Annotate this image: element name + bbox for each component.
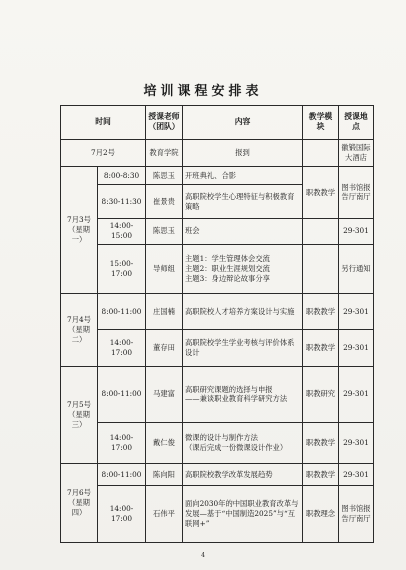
header-place: 授课地点	[339, 106, 374, 140]
header-module: 教学模块	[303, 106, 339, 140]
cell-content: 高职院校教学改革发展趋势	[183, 463, 303, 486]
cell-module	[303, 244, 339, 294]
cell-place: 图书馆报告厅南厅	[339, 167, 374, 219]
cell-module: 职教教学	[303, 330, 339, 366]
cell-time: 14:00-15:00	[98, 218, 146, 244]
day-date: 7月3号	[67, 215, 91, 225]
cell-teacher: 崔景贵	[146, 185, 183, 219]
cell-teacher: 董存田	[146, 330, 183, 366]
table-row	[61, 139, 374, 166]
cell-place: 另行通知	[339, 244, 374, 294]
day-cell	[61, 366, 98, 463]
table-header-row	[61, 106, 374, 140]
cell-teacher: 马建富	[146, 366, 183, 423]
content-line: 主题3：身边辩论故事分享	[185, 273, 270, 283]
cell-content: 开班典礼、合影	[183, 167, 303, 185]
cell-place: 徽锻国际大酒店	[339, 139, 374, 166]
table-row	[61, 330, 374, 366]
cell-teacher: 戴仁俊	[146, 423, 183, 464]
cell-teacher: 陈思玉	[146, 167, 183, 185]
day-cell	[61, 463, 98, 542]
cell-place: 29-301	[339, 463, 374, 486]
table-row	[61, 366, 374, 423]
table-row	[61, 244, 374, 294]
cell-place: 图书馆报告厅南厅	[339, 486, 374, 543]
day-weekday: （星期二）	[68, 325, 90, 344]
table-row	[61, 294, 374, 330]
cell-time: 8:00-8:30	[98, 167, 146, 185]
page-title: 培训课程安排表	[143, 84, 263, 99]
page-number: 4	[201, 552, 205, 559]
day-weekday: （星期四）	[68, 497, 90, 517]
cell-place: 29-301	[339, 330, 374, 366]
content-line: ——兼谈职业教育科学研究方法	[185, 394, 288, 404]
day-date: 7月6号	[67, 488, 91, 498]
content-line: 高职研究课题的选择与申报	[185, 384, 273, 394]
header-teacher: 授课老师（团队）	[146, 106, 183, 140]
cell-teacher: 石伟平	[146, 486, 183, 543]
cell-teacher: 庄国楠	[146, 294, 183, 330]
cell-time: 14:00-17:00	[98, 330, 146, 366]
cell-time: 8:00-11:00	[98, 294, 146, 330]
cell-place: 29-301	[339, 423, 374, 464]
cell-content: 报到	[183, 139, 303, 166]
content-line: 主题1：学生管理体会交流	[185, 254, 270, 264]
cell-time: 15:00-17:00	[98, 244, 146, 294]
cell-time: 14:00-17:00	[98, 486, 146, 543]
table-row	[61, 218, 374, 244]
cell-module: 职教教学	[303, 167, 339, 219]
day-weekday: （星期一）	[68, 225, 90, 245]
cell-place: 29-301	[339, 366, 374, 423]
day-date: 7月4号	[67, 315, 91, 325]
cell-content: 高职院校人才培养方案设计与实施	[183, 294, 303, 330]
cell-place: 29-301	[339, 218, 374, 244]
cell-content: 班会	[183, 218, 303, 244]
cell-module: 职教教学	[303, 423, 339, 464]
header-time: 时间	[61, 106, 146, 140]
cell-content: 高职院校学生心理特征与积极教育策略	[183, 185, 303, 219]
cell-teacher: 教育学院	[146, 139, 183, 166]
table-row	[61, 463, 374, 486]
cell-module	[303, 139, 339, 166]
cell-module: 职教教学	[303, 294, 339, 330]
content-line: 主题2：职业生涯规划交流	[185, 264, 270, 274]
cell-content	[183, 366, 303, 423]
table-row	[61, 486, 374, 543]
day-cell	[61, 167, 98, 294]
content-line: 微课的设计与制作方法	[185, 433, 258, 443]
cell-module	[303, 218, 339, 244]
cell-module: 职教研究	[303, 366, 339, 423]
cell-module: 职教教学	[303, 463, 339, 486]
cell-time: 14:00-17:00	[98, 423, 146, 464]
content-line: （课后完成一份微课设计作业）	[185, 442, 288, 452]
day-weekday: （星期三）	[68, 409, 90, 429]
schedule-table	[60, 105, 374, 543]
day-date: 7月5号	[67, 399, 91, 409]
cell-teacher: 陈思玉	[146, 218, 183, 244]
cell-teacher: 导师组	[146, 244, 183, 294]
cell-time: 8:00-11:00	[98, 463, 146, 486]
table-row	[61, 167, 374, 185]
day-date: 7月2号	[61, 139, 146, 166]
day-cell	[61, 294, 98, 366]
cell-content: 高职院校学生学业考核与评价体系设计	[183, 330, 303, 366]
table-row	[61, 423, 374, 464]
cell-content: 面向2030年的中国职业教育改革与发展—基于“中国制造2025”与“互联网+”	[183, 486, 303, 543]
cell-content	[183, 423, 303, 464]
cell-time: 8:00-11:00	[98, 366, 146, 423]
cell-module: 职教理念	[303, 486, 339, 543]
cell-place: 29-301	[339, 294, 374, 330]
header-content: 内容	[183, 106, 303, 140]
cell-time: 8:30-11:30	[98, 185, 146, 219]
cell-teacher: 陈向阳	[146, 463, 183, 486]
cell-content	[183, 244, 303, 294]
